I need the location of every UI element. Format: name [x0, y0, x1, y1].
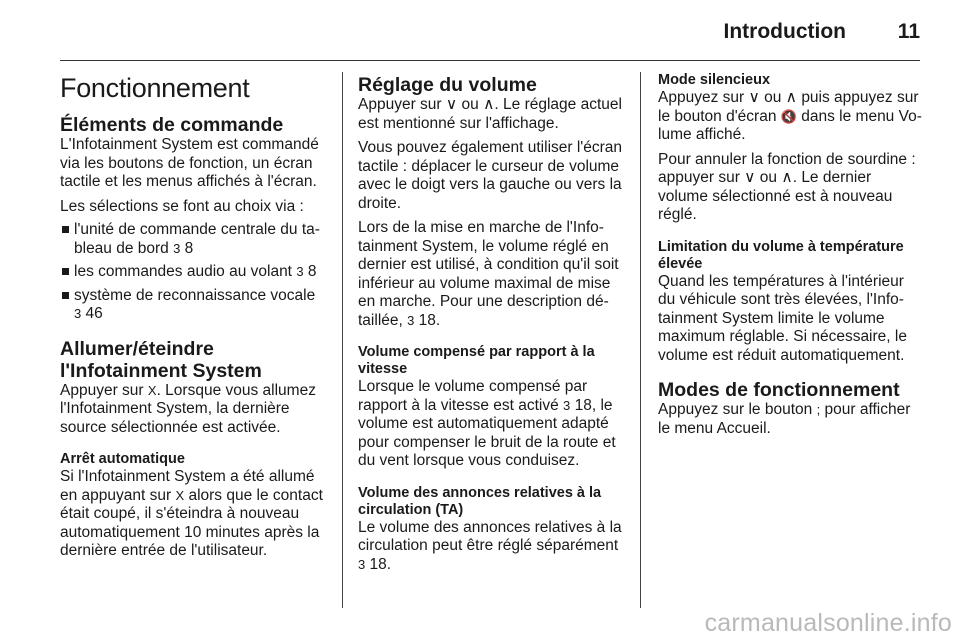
list-item-text: l'unité de commande centrale du tableau de bord	[74, 221, 320, 257]
paragraph: Le volume des annonces relatives à la circulation peut être réglé séparément 3 18.	[358, 518, 622, 573]
page-ref-arrow-icon: 3	[74, 306, 82, 321]
subheading-elements-de-commande: Éléments de commande	[60, 114, 284, 136]
section-heading-fonctionnement: Fonctionnement	[60, 73, 250, 103]
page-ref-arrow-icon: 3	[173, 240, 181, 256]
list-item	[60, 221, 326, 258]
subheading-arret-automatique: Arrêt automatique	[60, 451, 185, 467]
subheading-allumer-eteindre: Allumer/éteindre l'Infotainment System	[60, 337, 262, 382]
column-2	[358, 72, 624, 574]
power-icon: X	[175, 487, 185, 503]
home-icon: ;	[816, 402, 821, 417]
list-item-text: système de reconnaissance vocale	[74, 286, 316, 304]
page-number: 11	[897, 20, 920, 43]
paragraph: Quand les températures à l'intérieur du véhicule sont très élevées, l'Infotainment System limite le volume maximum réglable. Si nécessaire, le volume est réduit automatiquement.	[658, 272, 907, 364]
column-1	[60, 72, 326, 561]
subheading-modes-de-fonctionnement: Modes de fonctionnement	[658, 379, 900, 401]
bullet-square-icon	[62, 268, 69, 275]
paragraph: Appuyez sur le bouton ; pour afficher le menu Accueil.	[658, 401, 911, 437]
header-divider	[60, 60, 920, 61]
column-divider-1	[342, 72, 343, 608]
page-ref-arrow-icon: 3	[407, 312, 415, 328]
page-ref-number: 46	[81, 305, 103, 322]
paragraph: L'Infotainment System est commandé via les boutons de fonction, un écran tactile et les menus affichés à l'écran.	[60, 136, 319, 190]
power-icon: X	[147, 382, 157, 398]
subheading-volume-compense: Volume compensé par rapport à la vitesse	[358, 344, 595, 377]
list-item-text: les commandes audio au volant	[74, 263, 297, 280]
mute-icon: 🔇	[780, 108, 797, 124]
paragraph: Lorsque le volume compensé par rapport à la vitesse est activé 3 18, le volume est automatiquement adapté pour compenser le bruit de la route et du vent lorsque vous conduisez.	[358, 378, 616, 469]
bullet-square-icon	[62, 226, 69, 233]
page-ref-arrow-icon: 3	[358, 556, 366, 572]
column-divider-2	[640, 72, 641, 608]
subheading-limitation-volume: Limitation du volume à température élevée	[658, 238, 904, 272]
page-ref-arrow-icon: 3	[296, 264, 304, 279]
paragraph: Les sélections se font au choix via :	[60, 197, 304, 215]
page-ref-number: 8	[180, 239, 194, 257]
subheading-volume-annonces: Volume des annonces relatives à la circulation (TA)	[358, 484, 602, 518]
page-ref-number: 8	[303, 263, 317, 280]
list-item	[60, 263, 326, 282]
paragraph: Pour annuler la fonction de sourdine : appuyer sur ∨ ou ∧. Le dernier volume sélectionné est à nouveau réglé.	[658, 150, 916, 223]
paragraph: Appuyer sur X. Lorsque vous allumez l'Infotainment System, la dernière source sélectionnée est activée.	[60, 381, 316, 436]
watermark: carmanualsonline.info	[704, 609, 952, 637]
page-header	[60, 18, 920, 58]
subheading-mode-silencieux: Mode silencieux	[658, 72, 771, 88]
paragraph: Si l'Infotainment System a été allumé en appuyant sur X alors que le contact était coupé, il s'éteindra à nouveau automatiquement 10 minutes après la dernière entrée de l'utilisateur.	[60, 468, 323, 559]
header-title: Introduction	[723, 20, 846, 43]
subheading-reglage-du-volume: Réglage du volume	[358, 74, 537, 96]
paragraph: Appuyez sur ∨ ou ∧ puis appuyez sur le bouton d'écran 🔇 dans le menu Volume affiché.	[658, 89, 922, 143]
paragraph: Appuyer sur ∨ ou ∧. Le réglage actuel est mentionné sur l'affichage.	[358, 96, 622, 132]
column-3	[658, 72, 924, 438]
paragraph: Vous pouvez également utiliser l'écran tactile : déplacer le curseur de volume avec le doigt vers la gauche ou vers la droite.	[358, 139, 623, 212]
bullet-list	[60, 221, 326, 324]
list-item	[60, 287, 326, 324]
page-ref-arrow-icon: 3	[563, 397, 571, 413]
paragraph: Lors de la mise en marche de l'Infotainment System, le volume réglé en dernier est utilisé, à condition qu'il soit inférieur au volume maximal de mise en marche. Pour une description détaillée, 3 18.	[358, 219, 619, 329]
bullet-square-icon	[62, 292, 69, 299]
